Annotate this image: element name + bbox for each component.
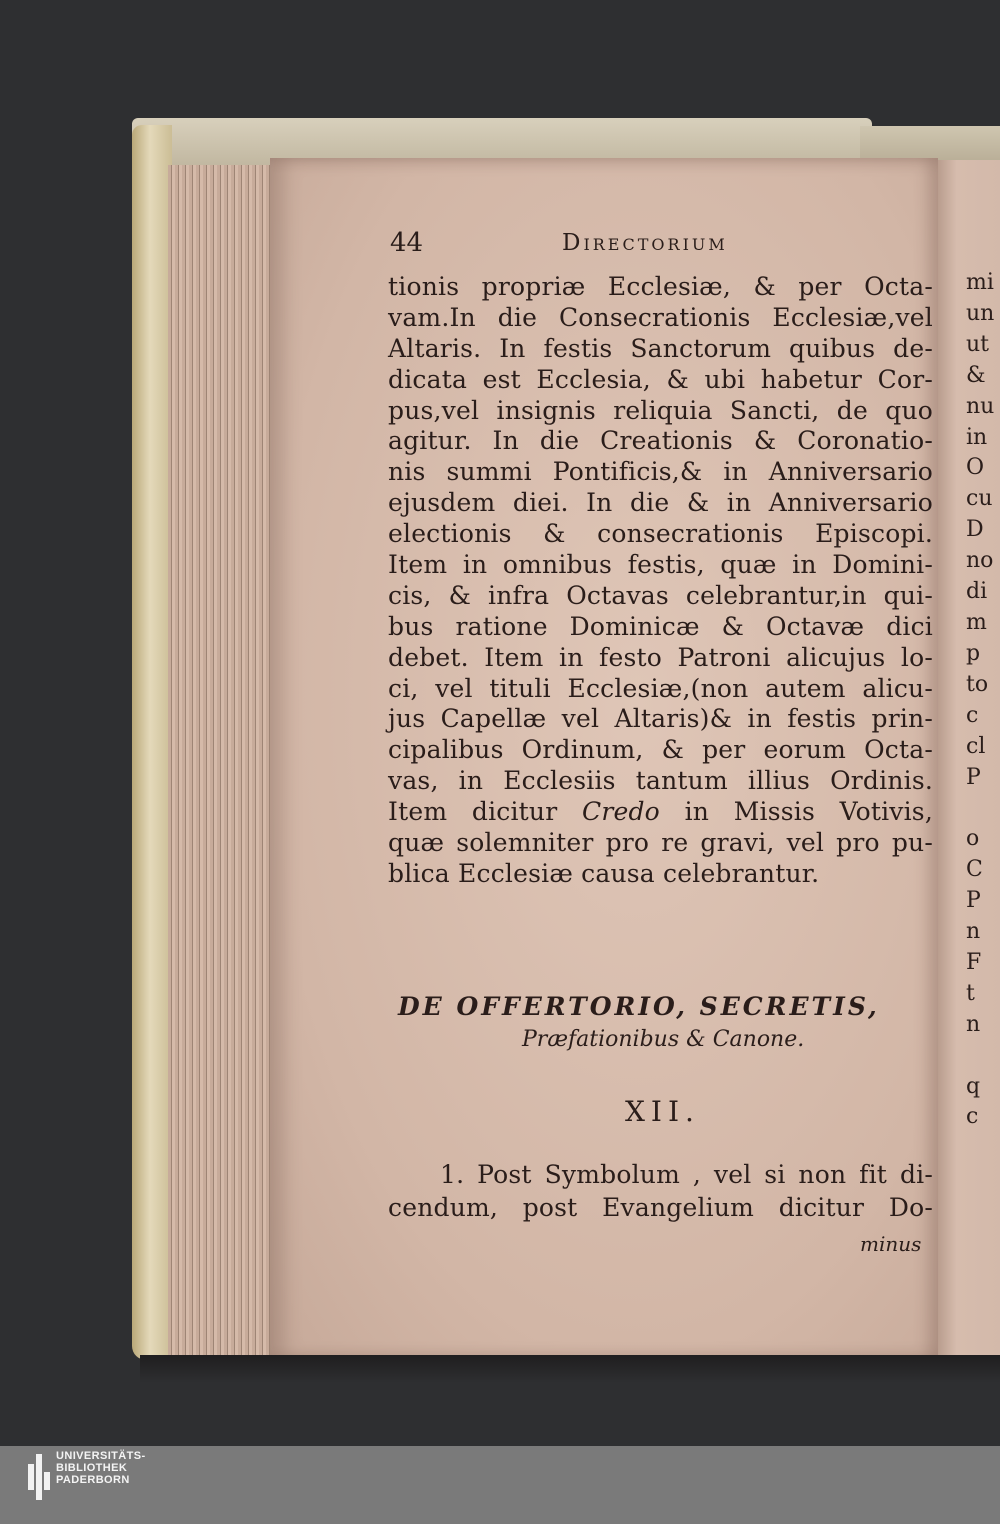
- fragment: &: [966, 362, 986, 388]
- text-line: quæ solemniter pro re gravi, vel pro pu-: [388, 828, 933, 858]
- fragment: no: [966, 548, 994, 574]
- library-name-line: UNIVERSITÄTS-: [56, 1450, 146, 1462]
- fragment: cl: [966, 733, 986, 759]
- text-line-credo: [388, 797, 933, 828]
- text-line: cendum, post Evangelium dicitur Do-: [388, 1193, 933, 1222]
- fragment: [966, 1041, 1000, 1072]
- text-line: blica Ecclesiæ causa celebrantur.: [388, 858, 820, 888]
- fragment: n: [966, 1011, 981, 1037]
- text-line: cis, & infra Octavas celebrantur,in qui-: [388, 580, 933, 610]
- fragment: P: [966, 888, 981, 914]
- text-segment: Item dicitur: [388, 797, 558, 827]
- fragment: di: [966, 579, 988, 605]
- italic-credo: Credo: [582, 797, 660, 827]
- fragment: o: [966, 826, 980, 852]
- library-logo-icon: [28, 1446, 48, 1524]
- text-line: Item in omnibus festis, quæ in Domini-: [388, 550, 933, 580]
- library-footer: [0, 1446, 1000, 1524]
- fragment: O: [966, 455, 985, 481]
- fragment: P: [966, 764, 981, 790]
- text-segment: in Missis Votivis,: [684, 797, 933, 827]
- text-line: cipalibus Ordinum, & per eorum Octa-: [388, 735, 933, 765]
- text-line: tionis propriæ Ecclesiæ, & per Octa-: [388, 272, 933, 301]
- main-text-block: [388, 272, 933, 890]
- paragraph-2-line-2: [388, 1193, 933, 1224]
- text-line: jus Capellæ vel Altaris)& in festis prin-: [388, 704, 933, 734]
- text-line: pus,vel insignis reliquia Sancti, de quo: [388, 395, 933, 425]
- section-numeral: XII.: [625, 1095, 700, 1128]
- fragment: in: [966, 424, 988, 450]
- page-header: [390, 228, 930, 268]
- fragment: mi: [966, 270, 994, 295]
- fragment: nu: [966, 393, 995, 419]
- library-name-line: PADERBORN: [56, 1474, 130, 1486]
- fragment: m: [966, 609, 987, 635]
- text-line: nis summi Pontificis,& in Anniversario: [388, 457, 933, 487]
- book-top-edge-right: [860, 126, 1000, 162]
- text-line: 1. Post Symbolum , vel si non fit di-: [440, 1160, 933, 1189]
- fragment: c: [966, 702, 979, 728]
- text-line: electionis & consecrationis Episcopi.: [388, 519, 933, 549]
- text-line: ejusdem diei. In die & in Anniversario: [388, 488, 933, 518]
- page-edges: [168, 165, 278, 1360]
- text-line: agitur. In die Creationis & Coronatio-: [388, 426, 933, 456]
- text-line: vam.In die Consecrationis Ecclesiæ,vel: [388, 302, 933, 332]
- text-line: Altaris. In festis Sanctorum quibus de-: [388, 333, 933, 363]
- text-line: bus ratione Dominicæ & Octavæ dici: [388, 611, 933, 641]
- fragment: [966, 793, 1000, 824]
- facing-page-fragments: [966, 268, 1000, 1133]
- running-head: Directorium: [562, 230, 728, 256]
- fragment: cu: [966, 486, 993, 512]
- fragment: D: [966, 517, 984, 543]
- text-line: ci, vel tituli Ecclesiæ,(non autem alicu-: [388, 673, 933, 703]
- fragment: C: [966, 857, 983, 883]
- fragment: c: [966, 1104, 979, 1130]
- fragment: to: [966, 671, 989, 697]
- section-title: DE OFFERTORIO, SECRETIS,: [398, 992, 880, 1021]
- text-line: dicata est Ecclesia, & ubi habetur Cor-: [388, 364, 933, 394]
- fragment: p: [966, 640, 981, 666]
- paragraph-2-line-1: [440, 1160, 933, 1191]
- fragment: ut: [966, 331, 990, 357]
- fragment: un: [966, 300, 995, 326]
- book-bottom-shadow: [140, 1355, 1000, 1383]
- section-subtitle: Præfationibus & Canone.: [522, 1027, 805, 1052]
- book-spine: [132, 125, 172, 1360]
- fragment: n: [966, 919, 981, 945]
- text-line: vas, in Ecclesiis tantum illius Ordinis.: [388, 766, 933, 796]
- text-line: debet. Item in festo Patroni alicujus lo-: [388, 642, 933, 672]
- page-number: 44: [390, 228, 424, 258]
- fragment: t: [966, 980, 975, 1006]
- library-name-line: BIBLIOTHEK: [56, 1462, 128, 1474]
- library-name: [56, 1450, 146, 1486]
- fragment: q: [966, 1073, 981, 1099]
- catchword: minus: [860, 1232, 922, 1256]
- fragment: F: [966, 949, 982, 975]
